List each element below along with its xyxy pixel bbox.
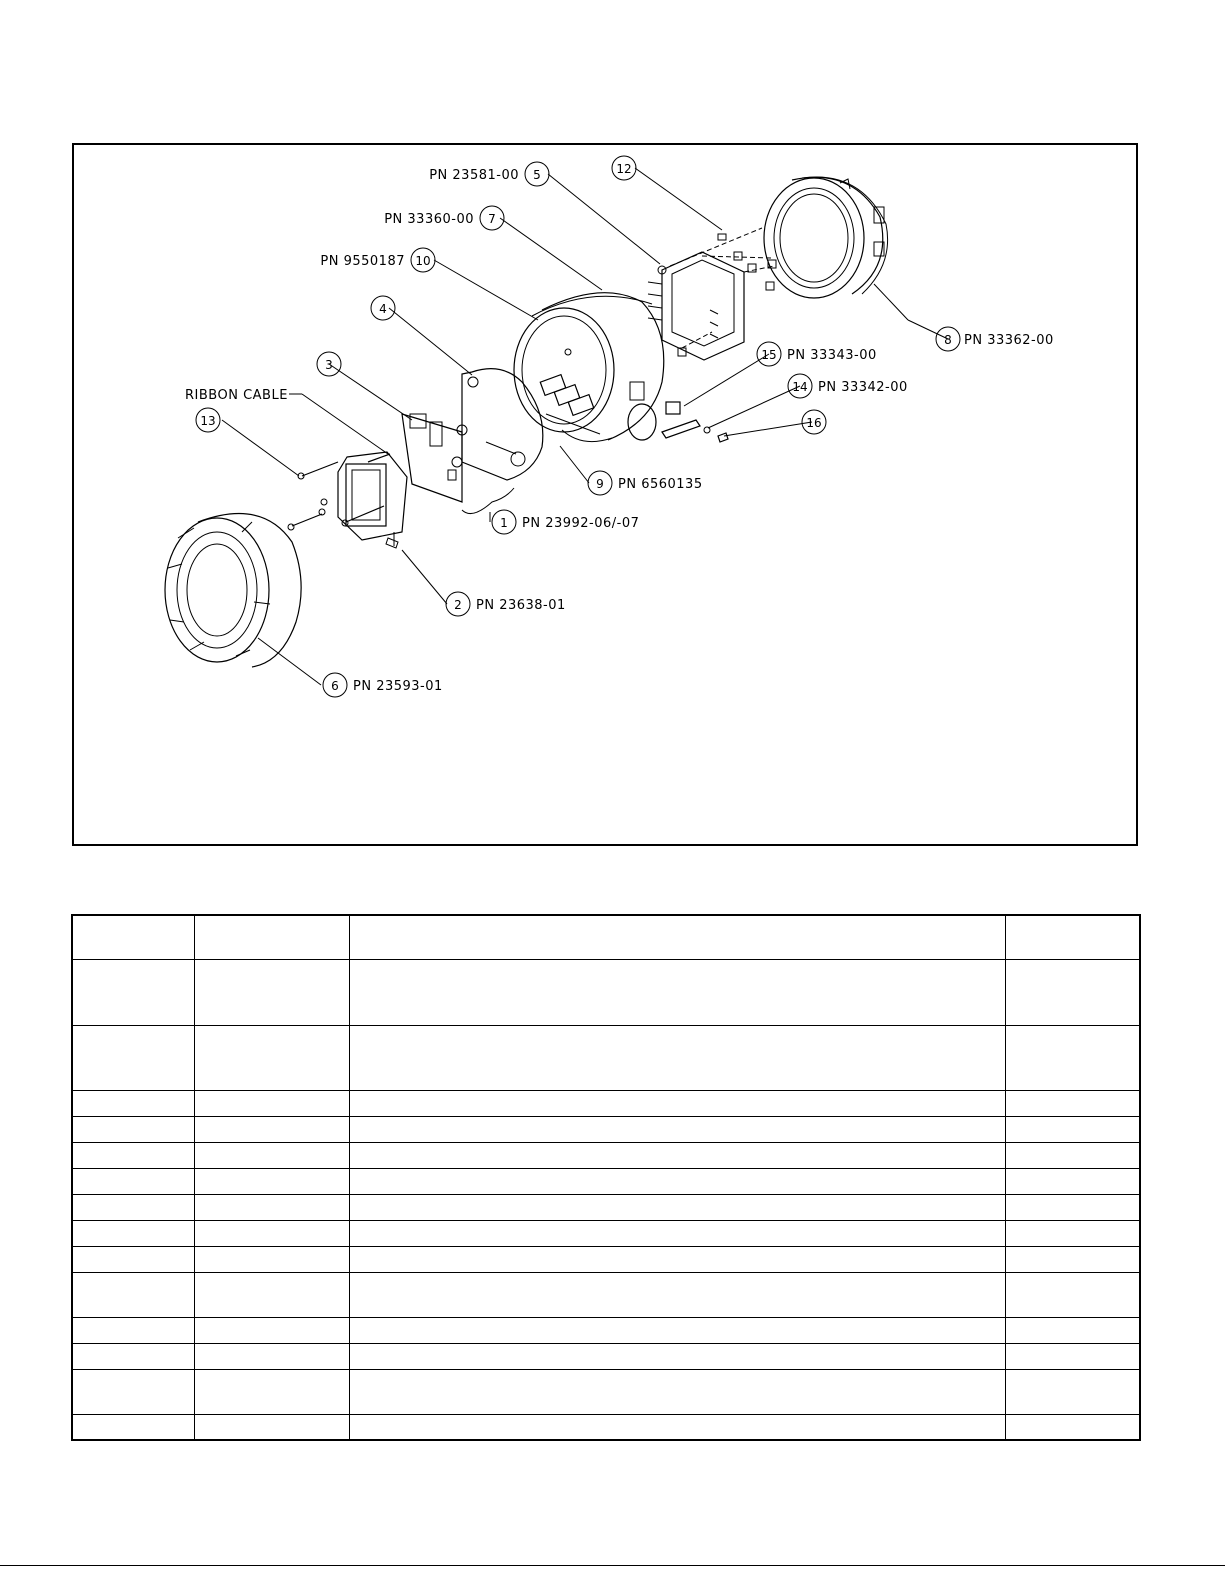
- callout-12-number: 12: [616, 162, 632, 176]
- table-cell: [194, 1369, 349, 1414]
- table-header-cell: [194, 915, 349, 959]
- table-row: [72, 1168, 1140, 1194]
- display-bracket-drawing: [338, 452, 407, 548]
- table-row: [72, 1272, 1140, 1317]
- callout-5-number: 5: [533, 168, 541, 182]
- callout-9-number: 9: [596, 477, 604, 491]
- table-cell: [349, 1116, 1005, 1142]
- table-cell: [194, 1414, 349, 1440]
- table-cell: [194, 1272, 349, 1317]
- table-header-cell: [1005, 915, 1140, 959]
- ribbon-cable-label: RIBBON CABLE: [185, 388, 288, 403]
- callout-1: [492, 510, 516, 534]
- table-cell: [194, 1343, 349, 1369]
- table-row: [72, 1414, 1140, 1440]
- table-cell: [72, 1116, 194, 1142]
- table-cell: [72, 1194, 194, 1220]
- table-cell: [194, 1194, 349, 1220]
- callout-16-number: 16: [806, 416, 822, 430]
- table-cell: [194, 959, 349, 1025]
- table-row: [72, 1025, 1140, 1090]
- callout-15-part-number: PN 33343-00: [787, 348, 877, 363]
- parts-list-table: [71, 914, 1141, 1441]
- callout-8-part-number: PN 33362-00: [964, 333, 1054, 348]
- table-row: [72, 1090, 1140, 1116]
- table-header-row: [72, 915, 1140, 959]
- callout-12: [612, 156, 636, 180]
- callout-3: [317, 352, 341, 376]
- callout-6-part-number: PN 23593-01: [353, 679, 443, 694]
- table-cell: [1005, 1369, 1140, 1414]
- table-cell: [72, 1414, 194, 1440]
- table-cell: [349, 1369, 1005, 1414]
- callout-2-number: 2: [454, 598, 462, 612]
- table-cell: [194, 1025, 349, 1090]
- page-bottom-rule: [0, 1565, 1225, 1566]
- table-row: [72, 1116, 1140, 1142]
- housing-drawing: [514, 293, 664, 442]
- front-cover-drawing: [165, 514, 301, 667]
- table-cell: [72, 1369, 194, 1414]
- table-cell: [349, 1220, 1005, 1246]
- table-cell: [194, 1220, 349, 1246]
- callout-14-number: 14: [792, 380, 808, 394]
- callout-5: [525, 162, 549, 186]
- table-cell: [1005, 1414, 1140, 1440]
- callout-14: [788, 374, 812, 398]
- callout-2: [446, 592, 470, 616]
- table-row: [72, 1343, 1140, 1369]
- table-cell: [349, 1142, 1005, 1168]
- table-cell: [1005, 1343, 1140, 1369]
- table-cell: [72, 1343, 194, 1369]
- callout-15-number: 15: [761, 348, 777, 362]
- callout-9-part-number: PN 6560135: [618, 477, 703, 492]
- callout-1-number: 1: [500, 516, 508, 530]
- table-cell: [72, 1272, 194, 1317]
- table-row: [72, 1246, 1140, 1272]
- small-parts-drawing: [662, 402, 728, 442]
- table-cell: [194, 1317, 349, 1343]
- callout-7-number: 7: [488, 212, 496, 226]
- table-row: [72, 1220, 1140, 1246]
- table-cell: [1005, 1317, 1140, 1343]
- callout-14-part-number: PN 33342-00: [818, 380, 908, 395]
- circuit-board-drawing: [402, 369, 543, 514]
- table-cell: [1005, 1090, 1140, 1116]
- table-cell: [349, 1025, 1005, 1090]
- callout-6: [323, 673, 347, 697]
- table-cell: [194, 1116, 349, 1142]
- table-row: [72, 1194, 1140, 1220]
- table-cell: [349, 1317, 1005, 1343]
- table-cell: [1005, 1194, 1140, 1220]
- callout-16: [802, 410, 826, 434]
- table-cell: [72, 1168, 194, 1194]
- callout-3-number: 3: [325, 358, 333, 372]
- table-cell: [349, 1272, 1005, 1317]
- callout-7-part-number: PN 33360-00: [384, 212, 474, 227]
- callout-10-number: 10: [415, 254, 431, 268]
- terminal-block-drawing: [648, 228, 776, 360]
- callout-8-number: 8: [944, 333, 952, 347]
- callout-2-part-number: PN 23638-01: [476, 598, 566, 613]
- table-cell: [349, 959, 1005, 1025]
- callout-9: [588, 471, 612, 495]
- table-row: [72, 959, 1140, 1025]
- table-cell: [349, 1246, 1005, 1272]
- callout-6-number: 6: [331, 679, 339, 693]
- table-cell: [349, 1090, 1005, 1116]
- callout-15: [757, 342, 781, 366]
- table-cell: [349, 1168, 1005, 1194]
- table-cell: [72, 959, 194, 1025]
- table-cell: [349, 1194, 1005, 1220]
- table-header-cell: [349, 915, 1005, 959]
- table-cell: [1005, 1142, 1140, 1168]
- table-cell: [1005, 959, 1140, 1025]
- callout-1-part-number: PN 23992-06/-07: [522, 516, 640, 531]
- table-header-cell: [72, 915, 194, 959]
- callout-4: [371, 296, 395, 320]
- table-cell: [1005, 1168, 1140, 1194]
- table-cell: [72, 1090, 194, 1116]
- callout-8: [936, 327, 960, 351]
- table-cell: [72, 1220, 194, 1246]
- table-row: [72, 1369, 1140, 1414]
- callout-13-number: 13: [200, 414, 216, 428]
- table-cell: [1005, 1220, 1140, 1246]
- table-cell: [1005, 1272, 1140, 1317]
- table-cell: [72, 1025, 194, 1090]
- table-cell: [194, 1168, 349, 1194]
- callout-10: [411, 248, 435, 272]
- callout-4-number: 4: [379, 302, 387, 316]
- table-row: [72, 1142, 1140, 1168]
- exploded-view-drawing: [74, 145, 1140, 848]
- rear-cover-drawing: [764, 177, 888, 298]
- callout-13: [196, 408, 220, 432]
- table-cell: [1005, 1116, 1140, 1142]
- table-cell: [194, 1246, 349, 1272]
- exploded-view-frame: [72, 143, 1138, 846]
- table-cell: [72, 1246, 194, 1272]
- table-cell: [72, 1317, 194, 1343]
- table-cell: [194, 1090, 349, 1116]
- table-cell: [349, 1414, 1005, 1440]
- table-cell: [349, 1343, 1005, 1369]
- table-cell: [72, 1142, 194, 1168]
- table-cell: [1005, 1246, 1140, 1272]
- table-cell: [1005, 1025, 1140, 1090]
- table-row: [72, 1317, 1140, 1343]
- callout-5-part-number: PN 23581-00: [429, 168, 519, 183]
- table-cell: [194, 1142, 349, 1168]
- callout-10-part-number: PN 9550187: [320, 254, 405, 269]
